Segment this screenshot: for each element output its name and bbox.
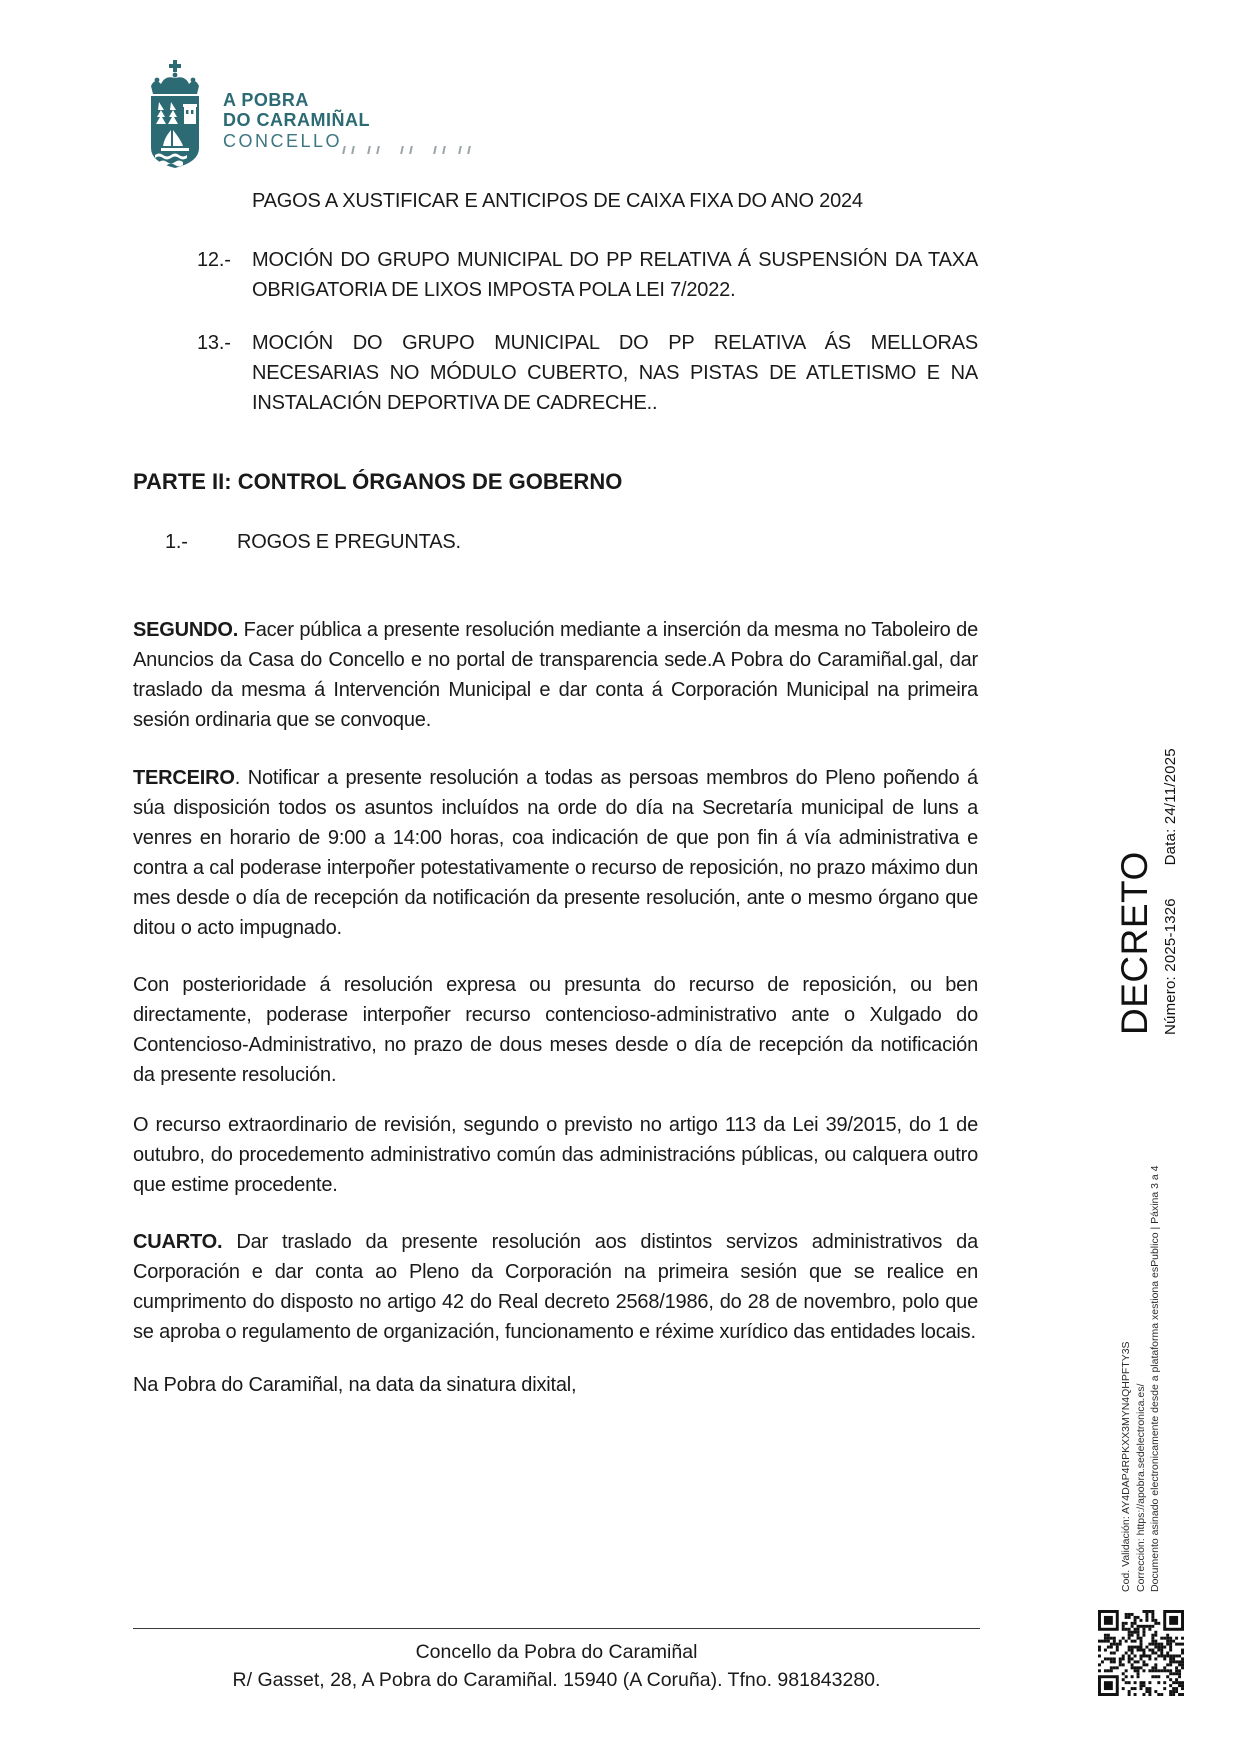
agenda-item-13: [133, 328, 978, 418]
page-footer: [133, 1638, 980, 1694]
paragraph-recurso-extraordinario: [133, 1110, 978, 1200]
part2-item-text: ROGOS E PREGUNTAS.: [237, 531, 461, 553]
agenda-item-number: 12.-: [197, 249, 231, 271]
paragraph-text: Facer pública a presente resolución mediante a inserción da mesma no Taboleiro de Anuncios da Casa do Concello e no portal de transparencia sede.A Pobra do Caramiñal.gal, dar traslado da mesma á Intervención Municipal e dar conta á Corporación Municipal na primeira sesión ordinaria que se convoque.: [133, 619, 978, 731]
agenda-item-number: 13.-: [197, 332, 231, 354]
agenda-item-text: MOCIÓN DO GRUPO MUNICIPAL DO PP RELATIVA ÁS MELLORAS NECESARIAS NO MÓDULO CUBERTO, NAS PISTAS DE ATLETISMO E NA INSTALACIÓN DEPORTIVA DE CADRECHE..: [252, 332, 978, 414]
paragraph-terceiro: [133, 763, 978, 943]
paragraph-signature-place: [133, 1370, 978, 1400]
paragraph-cuarto: [133, 1227, 978, 1347]
paragraph-lead: TERCEIRO: [133, 767, 235, 789]
section-heading-parte-ii: PARTE II: CONTROL ÓRGANOS DE GOBERNO: [133, 469, 623, 494]
paragraph-text: O recurso extraordinario de revisión, segundo o previsto no artigo 113 da Lei 39/2015, do 1 de outubro, do procedemento administrativo común das administracións públicas, ou calquera outro que estime procedente.: [133, 1114, 978, 1196]
paragraph-segundo: [133, 615, 978, 735]
decree-date-value: 24/11/2025: [1162, 748, 1179, 825]
decree-number-value: 2025-1326: [1162, 898, 1179, 972]
decree-type-label: DECRETO: [1114, 851, 1155, 1035]
decree-sidebar: [1115, 655, 1185, 1035]
paragraph-text: Na Pobra do Caramiñal, na data da sinatura dixital,: [133, 1374, 577, 1396]
validation-sidebar: [1119, 1092, 1165, 1592]
decree-date-label: Data:: [1162, 828, 1179, 866]
validation-platform-line: Documento asinado electronicamente desde a plataforma xestiona esPublico | Páxina 3 a 4: [1149, 1165, 1161, 1592]
footer-address: R/ Gasset, 28, A Pobra do Caramiñal. 15940 (A Coruña). Tfno. 981843280.: [232, 1669, 881, 1691]
municipal-logo: [147, 58, 370, 170]
logo-subtitle: CONCELLO: [223, 131, 343, 151]
coat-of-arms-icon: [147, 58, 203, 170]
paragraph-text: Con posterioridade á resolución expresa ou presunta do recurso de reposición, ou ben directamente, poderase interpoñer recurso contencioso-administrativo ante o Xulgado do Contencioso-Administrativo, no prazo de dous meses desde o día de recepción da notificación da presente resolución.: [133, 974, 978, 1086]
paragraph-text: . Notificar a presente resolución a todas as persoas membros do Pleno poñendo á súa disposición todos os asuntos incluídos na orde do día na Secretaría municipal de luns a venres en horario de 9:00 a 14:00 horas, coa indicación de que pon fin á vía administrativa e contra a cal poderase interpoñer potestativamente o recurso de reposición, no prazo máximo dun mes desde o día de recepción da notificación da presente resolución, ante o mesmo órgano que ditou o acto impugnado.: [133, 767, 978, 939]
stamp-marks-icon: [343, 146, 470, 154]
document-body: [133, 186, 978, 1400]
part2-item-number: 1.-: [165, 531, 188, 553]
logo-name-line2: DO CARAMIÑAL: [223, 110, 370, 130]
validation-url-line: Corrección: https://apobra.sedelectronica.es/: [1134, 1383, 1147, 1592]
paragraph-lead: CUARTO.: [133, 1231, 223, 1253]
paragraph-lead: SEGUNDO.: [133, 619, 239, 641]
agenda-item-text: MOCIÓN DO GRUPO MUNICIPAL DO PP RELATIVA Á SUSPENSIÓN DA TAXA OBRIGATORIA DE LIXOS IMPOSTA POLA LEI 7/2022.: [252, 249, 978, 301]
part2-item-1: [133, 527, 978, 557]
logo-text: [223, 90, 370, 151]
paragraph-text: Dar traslado da presente resolución aos distintos servizos administrativos da Corporación e dar conta ao Pleno da Corporación na primeira sesión que se realice en cumprimento do disposto no artigo 42 do Real decreto 2568/1986, do 28 de novembro, polo que se aproba o regulamento de organización, funcionamento e réxime xurídico das entidades locais.: [133, 1231, 978, 1343]
qr-code: [1098, 1610, 1184, 1696]
validation-code-line: Cod. Validación: AY4DAP4RPKXX3MYN4QHPFTY3S: [1120, 1341, 1132, 1592]
logo-name-line1: A POBRA: [223, 90, 309, 110]
paragraph-con-posterioridade: [133, 970, 978, 1090]
footer-divider: [133, 1628, 980, 1629]
footer-org-name: Concello da Pobra do Caramiñal: [415, 1641, 698, 1663]
agenda-item-12: [133, 245, 978, 305]
decree-number-label: Número:: [1162, 976, 1179, 1035]
decree-meta: [1161, 655, 1180, 1035]
agenda-title: PAGOS A XUSTIFICAR E ANTICIPOS DE CAIXA FIXA DO ANO 2024: [252, 190, 863, 212]
